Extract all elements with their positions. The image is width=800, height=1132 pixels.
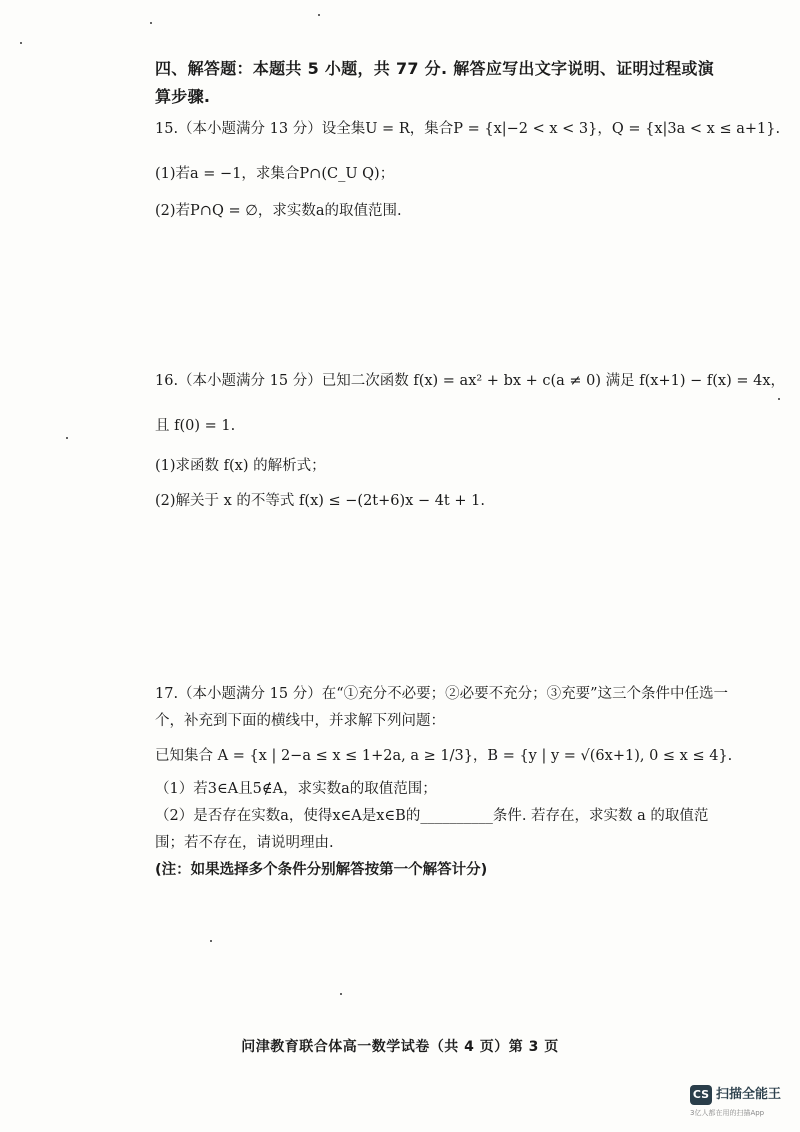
q16-part1: (1)求函数 f(x) 的解析式；: [155, 458, 326, 474]
q15-part1: (1)若a = −1，求集合P∩(C_U Q)；: [155, 166, 395, 182]
q16-stem: 16.（本小题满分 15 分）已知二次函数 f(x) = ax² + bx + c(a ≠ 0) 满足 f(x+1) − f(x) = 4x，: [155, 373, 786, 389]
scan-speck: [20, 42, 22, 44]
q17-part2-cont: 围；若不存在，请说明理由.: [155, 835, 334, 851]
watermark-app-name: 扫描全能王: [716, 1087, 782, 1102]
scan-speck: [778, 398, 780, 400]
q16-condition: 且 f(0) = 1.: [155, 418, 236, 434]
q17-given: 已知集合 A = {x | 2−a ≤ x ≤ 1+2a, a ≥ 1/3}，B = {y | y = √(6x+1), 0 ≤ x ≤ 4}.: [155, 748, 733, 764]
q17-stem: 17.（本小题满分 15 分）在“①充分不必要；②必要不充分；③充要”这三个条件中任选一: [155, 686, 729, 702]
q17-part1: （1）若3∈A且5∉A，求实数a的取值范围；: [155, 781, 437, 797]
scan-speck: [66, 437, 68, 439]
scan-speck: [150, 22, 152, 24]
section-heading-line2: 算步骤.: [155, 87, 211, 106]
scanner-watermark: [690, 1083, 795, 1123]
q17-note: (注：如果选择多个条件分别解答按第一个解答计分): [155, 862, 488, 878]
watermark-tagline: 3亿人都在用的扫描App: [690, 1109, 765, 1117]
scan-speck: [318, 14, 320, 16]
camscanner-logo-icon: CS: [690, 1085, 712, 1105]
page-footer: 问津教育联合体高一数学试卷（共 4 页）第 3 页: [241, 1039, 559, 1055]
scan-speck: [340, 993, 342, 995]
q17-stem2: 个，补充到下面的横线中，并求解下列问题：: [155, 713, 445, 729]
q15-stem: 15.（本小题满分 13 分）设全集U = R，集合P = {x|−2 < x < 3}，Q = {x|3a < x ≤ a+1}.: [155, 121, 781, 137]
section-heading-line1: 四、解答题：本题共 5 小题，共 77 分. 解答应写出文字说明、证明过程或演: [155, 59, 715, 78]
q15-part2: (2)若P∩Q = ∅，求实数a的取值范围.: [155, 203, 402, 219]
q17-part2: （2）是否存在实数a，使得x∈A是x∈B的__________条件. 若存在，求实数 a 的取值范: [155, 808, 709, 824]
q16-part2: (2)解关于 x 的不等式 f(x) ≤ −(2t+6)x − 4t + 1.: [155, 493, 485, 509]
scan-speck: [210, 940, 212, 942]
